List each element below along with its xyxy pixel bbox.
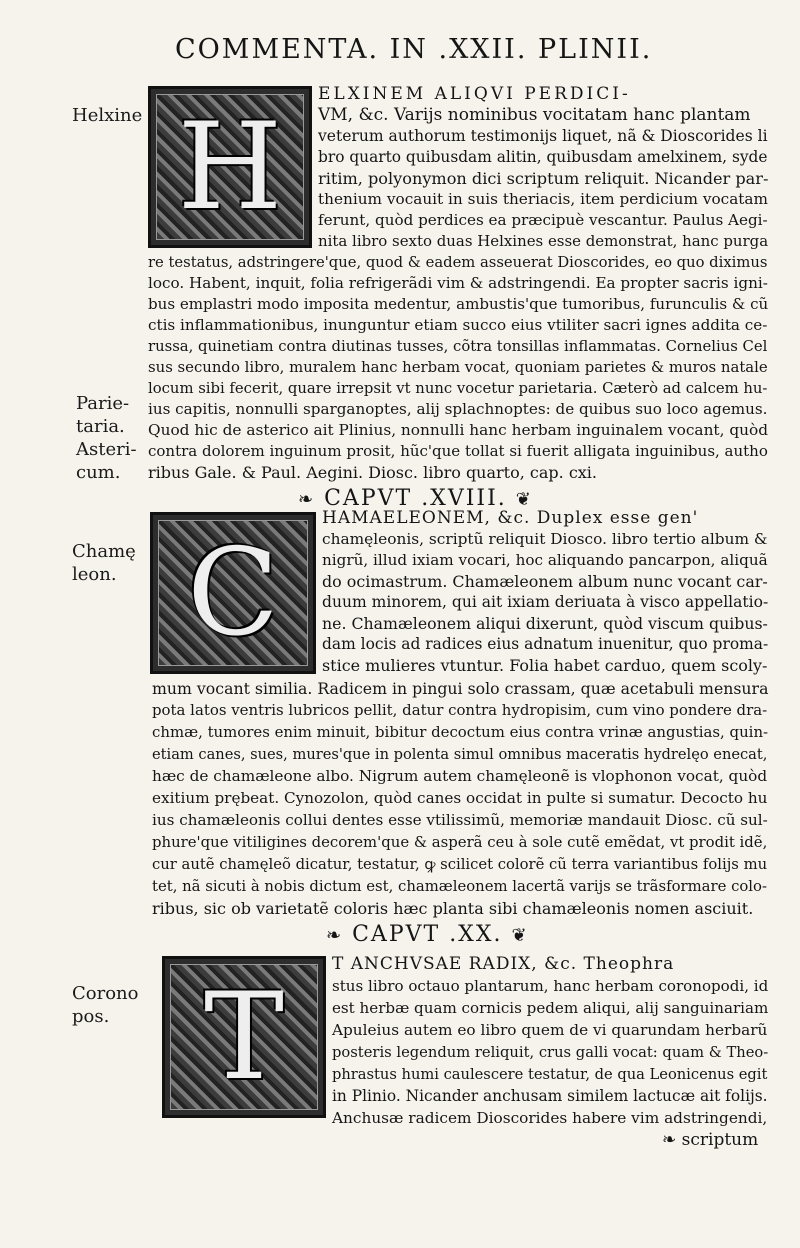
decorated-initial-h: H [148,86,312,248]
text-line: duum minorem, qui ait ixiam deriuata à visco appellatio- [322,593,769,611]
fleuron-icon: ❦ [511,925,529,946]
decorated-initial-t: T [162,956,326,1118]
margin-note-astericum-1: Asteri- [76,439,137,460]
text-line: russa, quinetiam contra diutinas tusses, cõtra tonsillas inflammatas. Cornelius Cel [148,338,768,355]
text-line: contra dolorem inguinum prosit, hũc'que tollat si fuerit alligata inguinibus, autho [148,442,768,460]
catchword: ❧ scriptum [662,1130,759,1150]
text-line: T ANCHVSAE RADIX, &c. Theophra [332,954,675,974]
text-line: pota latos ventris lubricos pellit, datur contra hydropisim, cum vino pondere dra- [152,701,768,719]
text-line: veterum authorum testimonijs liquet, nã & Dioscorides li [318,127,768,145]
text-line: cur autẽ chamęleõ dicatur, testatur, ꝙ scilicet colorẽ cũ terra variantibus folijs mu [152,856,768,873]
text-line: ELXINEM ALIQVI PERDICI- [318,84,631,104]
chapter-heading-xx: ❧ CAPVT .XX. ❦ [326,922,529,947]
text-line: posteris legendum reliquit, crus galli vocat: quam & Theo- [332,1044,769,1061]
margin-note-chameleon-2: leon. [72,564,117,585]
text-line: ius chamæleonis collui dentes esse vtilissimũ, memoriæ mandauit Diosc. cũ sul- [152,811,768,829]
chapter-heading-xviii: ❧ CAPVT .XVIII. ❦ [298,486,533,511]
text-line: HAMAELEONEM, &c. Duplex esse gen' [322,508,699,528]
margin-note-parietaria-2: taria. [76,416,125,437]
text-line: ribus, sic ob varietatẽ coloris hæc planta sibi chamæleonis nomen asciuit. [152,899,754,918]
text-line: ne. Chamæleonem aliqui dixerunt, quòd viscum quibus- [322,614,768,633]
fleuron-icon: ❧ [326,925,344,946]
margin-note-coronopos-1: Corono [72,983,139,1004]
text-line: locum sibi fecerit, quare irrepsit vt nunc vocetur parietaria. Cæterò ad calcem hu- [148,380,768,397]
margin-note-parietaria-1: Parie- [76,393,130,414]
margin-note-chameleon-1: Chamę [72,541,136,562]
decorated-initial-c: C [150,512,316,674]
text-line: bro quarto quibusdam alitin, quibusdam amelxinem, syde [318,148,768,166]
text-line: loco. Habent, inquit, folia refrigerãdi vim & adstringendi. Ea propter sacris igni- [148,274,768,292]
text-line: chmæ, tumores enim minuit, bibitur decoctum eius contra vrinæ angustias, quin- [152,723,769,741]
text-line: Quod hic de asterico ait Plinius, nonnulli hanc herbam inguinalem vocant, quòd [148,421,769,439]
text-line: ius capitis, nonnulli sparganoptes, alij splachnoptes: de quibus suo loco agemus. [148,400,768,418]
text-line: stus libro octauo plantarum, hanc herbam coronopodi, id [332,977,769,995]
text-line: phure'que vitiligines decorem'que & asperã ceu à sole cutẽ emẽdat, vt prodit idẽ, [152,833,768,851]
text-line: dam locis ad radices eius adnatum inuenitur, quo proma- [322,635,769,653]
text-line: nita libro sexto duas Helxines esse demonstrat, hanc purga [318,232,769,250]
text-line: ritim, polyonymon dici scriptum reliquit. Nicander par- [318,169,769,188]
text-line: ribus Gale. & Paul. Aegini. Diosc. libro quarto, cap. cxi. [148,463,598,482]
text-line: nigrũ, illud ixiam vocari, hoc aliquando pancarpon, aliquã [322,551,768,569]
running-head: COMMENTA. IN .XXII. PLINII. [175,34,653,65]
fleuron-icon: ❧ [662,1130,682,1150]
text-line: in Plinio. Nicander anchusam similem lactucæ ait folijs. [332,1087,768,1105]
text-line: ferunt, quòd perdices ea præcipuè vescantur. Paulus Aegi- [318,211,768,229]
text-line: chamęleonis, scriptũ reliquit Diosco. libro tertio album & [322,530,768,548]
text-line: Anchusæ radicem Dioscorides habere vim adstringendi, [332,1109,768,1127]
fleuron-icon: ❦ [515,489,533,510]
text-line: est herbæ quam cornicis pedem aliqui, alij sanguinariam [332,999,769,1017]
text-line: re testatus, adstringere'que, quod & eadem asseuerat Dioscorides, eo quo diximus [148,254,768,271]
text-line: stice mulieres vtuntur. Folia habet carduo, quem scoly- [322,656,768,675]
fleuron-icon: ❧ [298,489,316,510]
text-line: exitium prębeat. Cynozolon, quòd canes occidat in pulte si sumatur. Decocto hu [152,789,768,807]
margin-note-coronopos-2: pos. [72,1006,110,1027]
margin-note-helxine: Helxine [72,105,143,126]
margin-note-astericum-2: cum. [76,462,121,483]
text-line: phrastus humi caulescere testatur, de qua Leonicenus egit [332,1066,768,1083]
text-line: tet, nã sicuti à nobis dictum est, chamæleonem lacertã varijs se trãsformare colo- [152,878,767,895]
text-line: ctis inflammationibus, inunguntur etiam succo eius vtiliter sacri ignes addita ce- [148,316,768,334]
text-line: do ocimastrum. Chamæleonem album nunc vocant car- [322,572,768,591]
text-line: VM, &c. Varijs nominibus vocitatam hanc plantam [318,105,751,125]
text-line: thenium vocauit in suis theriacis, item perdicium vocatam [318,190,769,208]
text-line: bus emplastri modo imposita medentur, ambustis'que tumoribus, furunculis & cũ [148,295,769,313]
text-line: mum vocant similia. Radicem in pingui solo crassam, quæ acetabuli mensura [152,679,769,698]
text-line: etiam canes, sues, mures'que in polenta simul omnibus maceratis hydrelęo enecat, [152,746,768,763]
text-line: Apuleius autem eo libro quem de vi quarundam herbarũ [332,1021,768,1039]
text-line: hæc de chamæleone albo. Nigrum autem chamęleonẽ is vlophonon vocat, quòd [152,767,768,785]
text-line: sus secundo libro, muralem hanc herbam vocat, quoniam parietes & muros natale [148,358,768,376]
